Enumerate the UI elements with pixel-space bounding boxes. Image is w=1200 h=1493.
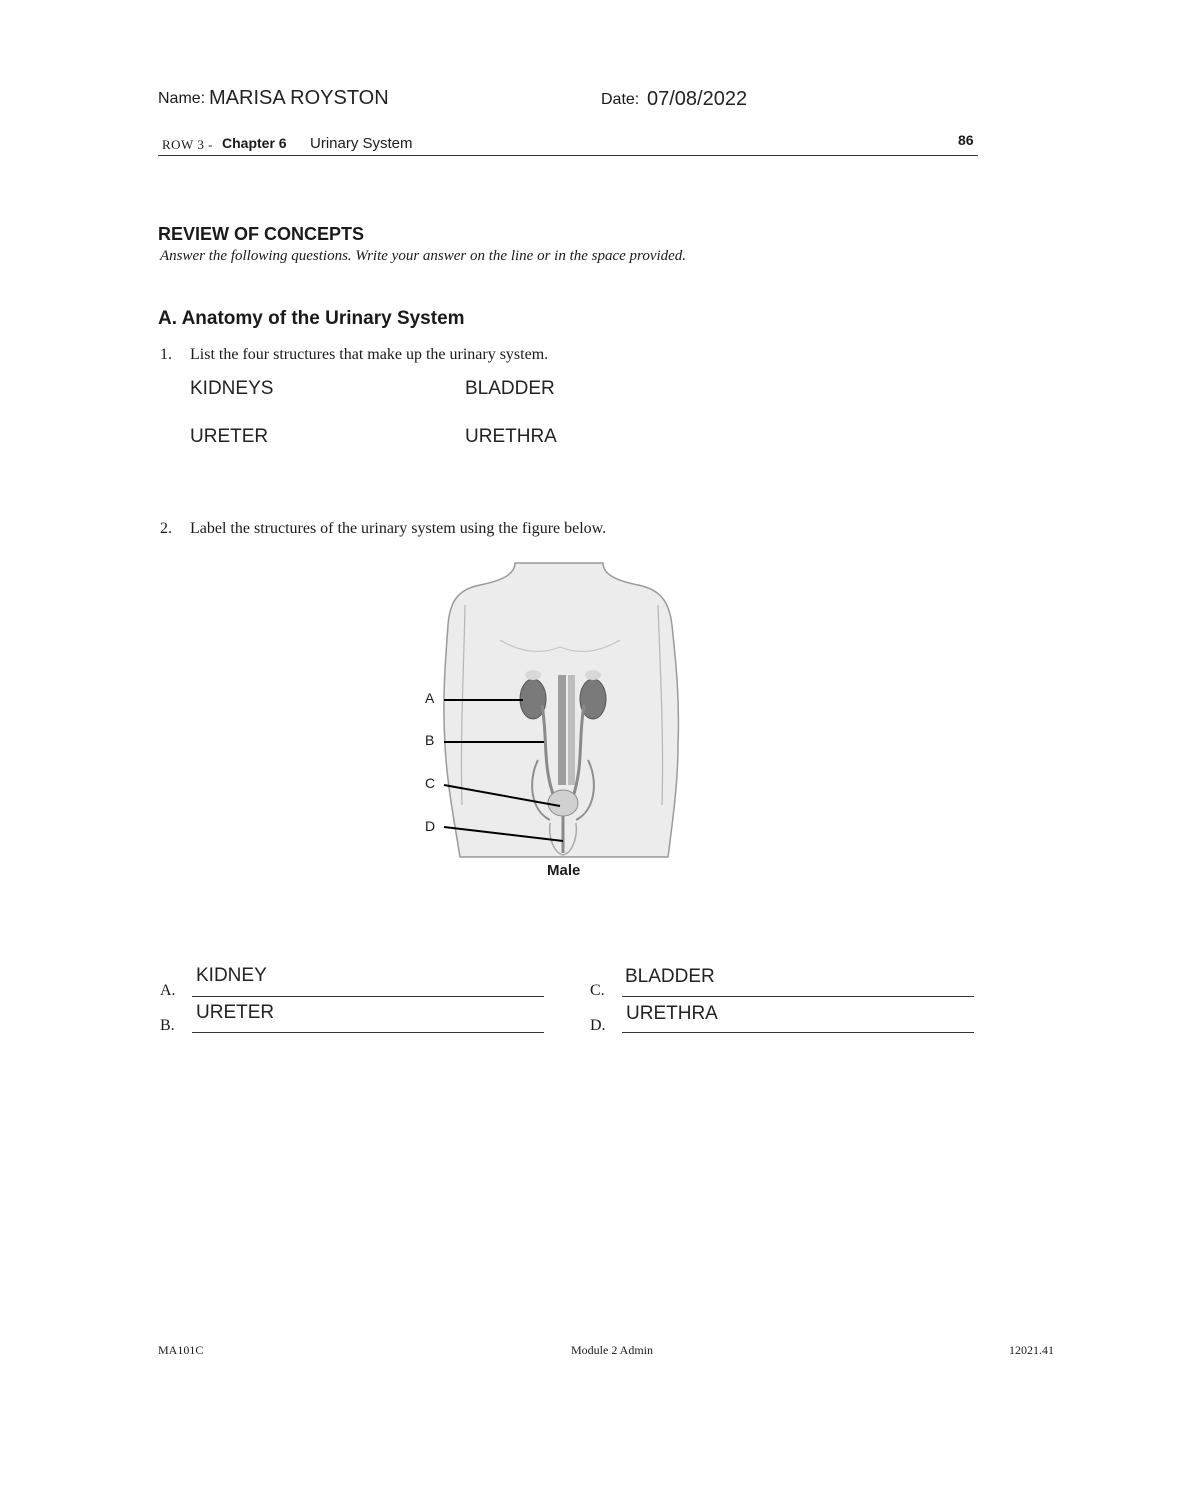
answer-letter-d: D. bbox=[590, 1017, 606, 1034]
header-rule bbox=[158, 155, 978, 156]
answer-line-c bbox=[622, 996, 974, 997]
answer-letter-b: B. bbox=[160, 1017, 175, 1034]
section-instructions: Answer the following questions. Write your answer on the line or in the space provided. bbox=[160, 248, 687, 264]
figure-label-b: B bbox=[425, 732, 435, 748]
answer-letter-c: C. bbox=[590, 982, 605, 999]
answer-line-d bbox=[622, 1032, 974, 1033]
date-value[interactable]: 07/08/2022 bbox=[647, 88, 748, 110]
q1-answer-4[interactable]: URETHRA bbox=[465, 426, 557, 447]
q1-number: 1. bbox=[160, 346, 172, 363]
name-label: Name: bbox=[158, 90, 206, 107]
q2-text: Label the structures of the urinary system using the figure below. bbox=[190, 520, 607, 537]
chapter-label: Chapter 6 bbox=[222, 135, 287, 151]
answer-line-b bbox=[192, 1032, 544, 1033]
answer-letter-a: A. bbox=[160, 982, 176, 999]
footer-left: MA101C bbox=[158, 1343, 204, 1357]
q1-answer-2[interactable]: BLADDER bbox=[465, 378, 555, 399]
name-value[interactable]: MARISA ROYSTON bbox=[209, 87, 389, 109]
answer-a[interactable]: KIDNEY bbox=[196, 965, 267, 986]
section-subtitle: A. Anatomy of the Urinary System bbox=[158, 308, 465, 329]
male-torso-illustration bbox=[420, 555, 690, 865]
q2-number: 2. bbox=[160, 520, 172, 537]
section-title: REVIEW OF CONCEPTS bbox=[158, 224, 365, 244]
figure-label-c: C bbox=[425, 775, 436, 791]
answer-b[interactable]: URETER bbox=[196, 1002, 275, 1023]
footer-center: Module 2 Admin bbox=[571, 1343, 654, 1357]
page-number: 86 bbox=[958, 132, 974, 148]
figure-label-d: D bbox=[425, 818, 436, 834]
urinary-system-figure bbox=[420, 555, 690, 865]
q1-answer-3[interactable]: URETER bbox=[190, 426, 269, 447]
answer-c[interactable]: BLADDER bbox=[625, 966, 715, 987]
footer-right: 12021.41 bbox=[1009, 1343, 1054, 1357]
figure-caption: Male bbox=[547, 862, 581, 879]
answer-line-a bbox=[192, 996, 544, 997]
answer-d[interactable]: URETHRA bbox=[626, 1003, 718, 1024]
date-label: Date: bbox=[601, 91, 640, 108]
chapter-title: Urinary System bbox=[310, 135, 413, 152]
q1-text: List the four structures that make up the urinary system. bbox=[190, 346, 549, 363]
row-label: ROW 3 - bbox=[162, 137, 213, 152]
q1-answer-1[interactable]: KIDNEYS bbox=[190, 378, 274, 399]
figure-label-a: A bbox=[425, 690, 435, 706]
